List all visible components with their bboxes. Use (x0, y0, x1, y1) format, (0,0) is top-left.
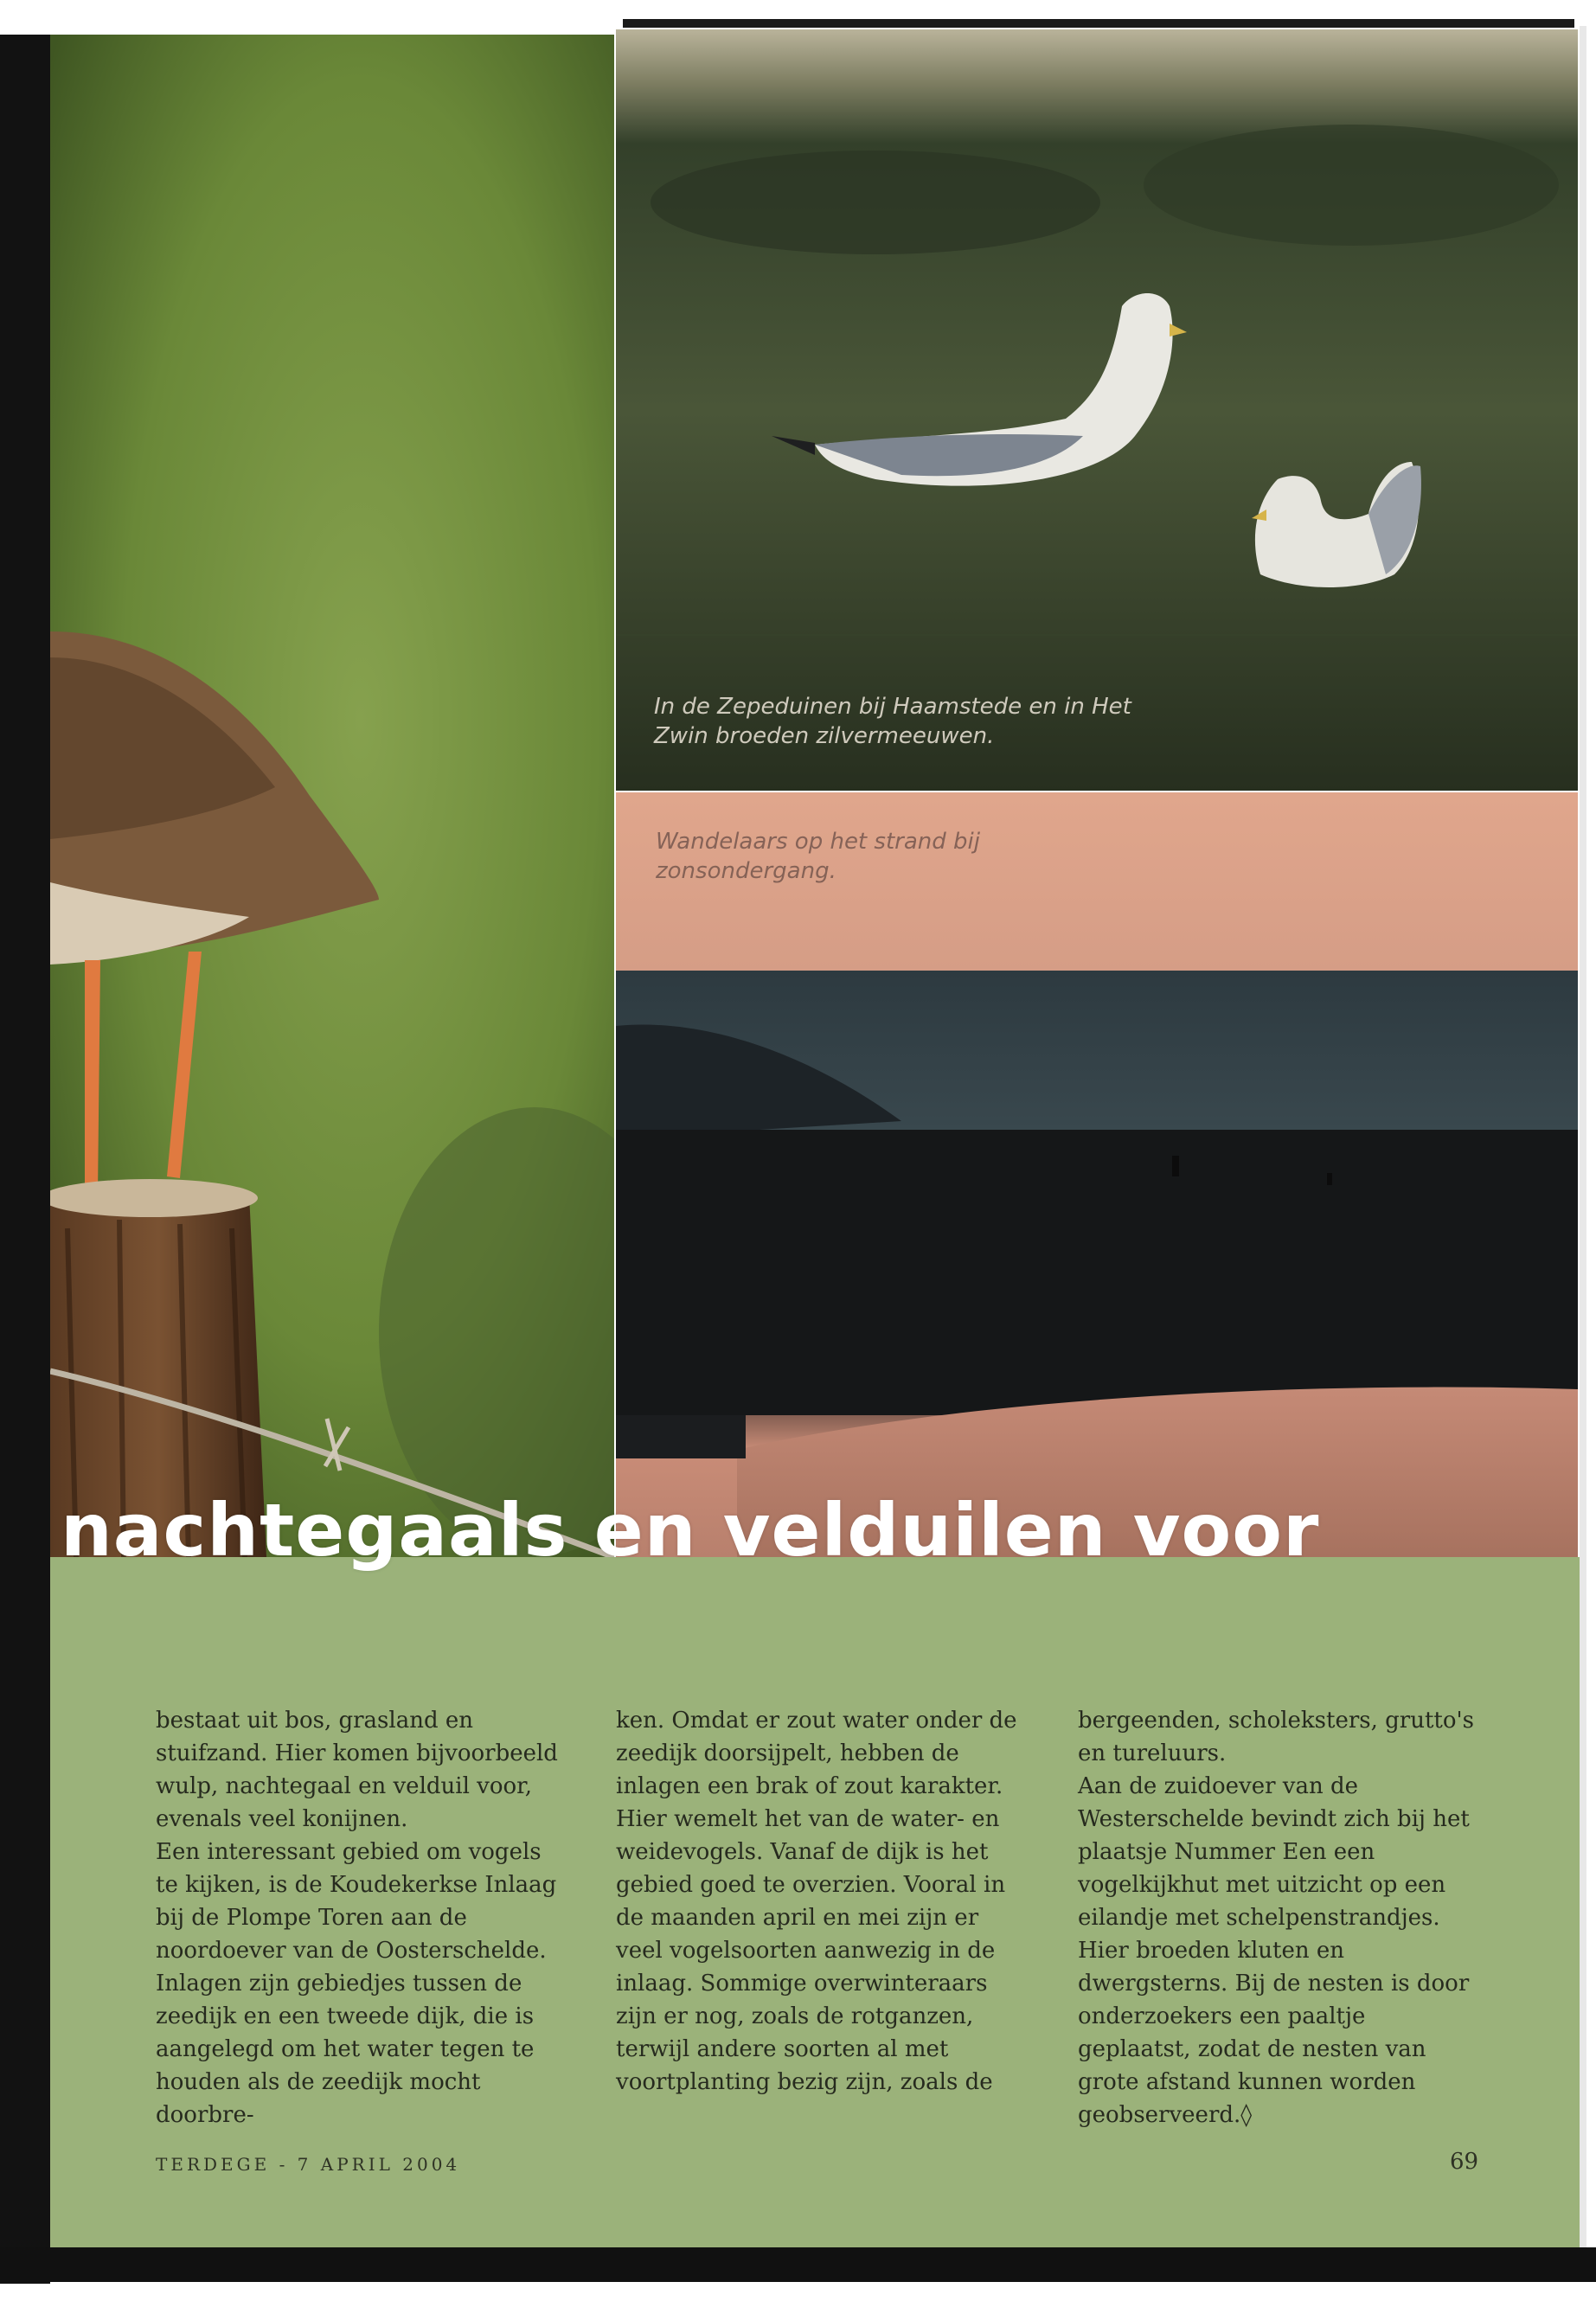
article-column-1 (156, 1704, 562, 2131)
column-1-paragraph: bestaat uit bos, grasland en stuifzand. Hier komen bijvoorbeeld wulp, nachtegaal en velduil voor, evenals veel konijnen. (156, 1708, 558, 1832)
article-column-2 (616, 1704, 1022, 2099)
beach-caption: Wandelaars op het strand bij zonsondergang. (656, 829, 980, 884)
publication-footer: TERDEGE - 7 APRIL 2004 (156, 2154, 461, 2175)
scan-edge-top (623, 19, 1574, 28)
scan-edge-left (0, 35, 50, 2284)
beach-photo (616, 792, 1578, 1557)
gulls-caption: In de Zepeduinen bij Haamstede en in Het Zwin broeden zilvermeeuwen. (654, 694, 1131, 749)
page-number: 69 (1450, 2149, 1479, 2175)
column-3-paragraph: bergeenden, scholeksters, grutto's en tureluurs. (1078, 1708, 1475, 1766)
column-3-paragraph: Aan de zuidoever van de Westerschelde bevindt zich bij het plaatsje Nummer Een een vogelkijkhut met uitzicht op een eilandje met schelpenstrandjes. Hier broeden kluten en dwergsterns. Bij de nesten is door onderzoekers een paaltje geplaatst, zodat de nesten van grote afstand kunnen worden geobserveerd.◊ (1078, 1773, 1470, 2128)
beach-illustration (616, 792, 1578, 1557)
scan-edge-right (1580, 26, 1586, 2275)
column-2-paragraph: ken. Omdat er zout water onder de zeedijk doorsijpelt, hebben de inlagen een brak of zout karakter. Hier wemelt het van de water- en weidevogels. Vanaf de dijk is het gebied goed te overzien. Vooral in de maanden april en mei zijn er veel vogelsoorten aanwezig in de inlaag. Sommige overwinteraars zijn er nog, zoals de rotganzen, terwijl andere soorten al met voortplanting bezig zijn, zoals de (616, 1708, 1017, 2095)
article-headline: nachtegaals en velduilen voor (61, 1488, 1320, 1573)
column-1-paragraph: Een interessant gebied om vogels te kijken, is de Koudekerkse Inlaag bij de Plompe Toren aan de noordoever van de Oosterschelde. Inlagen zijn gebiedjes tussen de zeedijk en een tweede dijk, die is aangelegd om het water tegen te houden als de zeedijk mocht doorbre- (156, 1839, 557, 2128)
redshank-illustration (50, 35, 614, 1557)
redshank-photo (50, 35, 614, 1557)
gulls-photo (616, 29, 1578, 791)
gulls-illustration (616, 29, 1578, 791)
article-column-3 (1078, 1704, 1484, 2131)
scan-edge-bottom (0, 2247, 1596, 2282)
